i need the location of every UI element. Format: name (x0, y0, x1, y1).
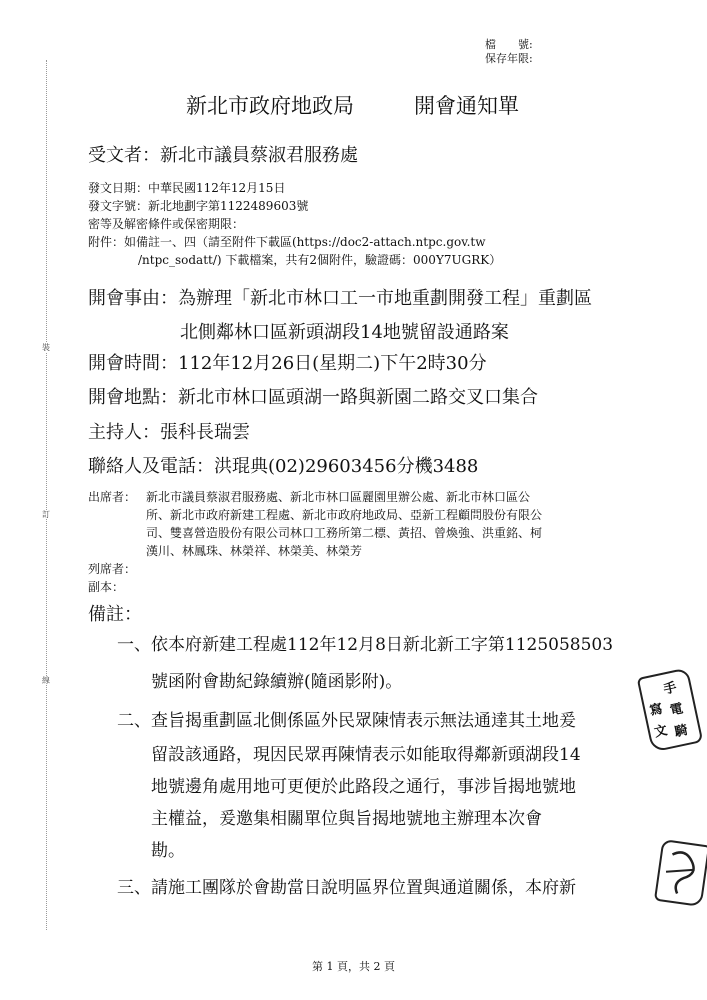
security-level: 密等及解密條件或保密期限： (88, 217, 245, 231)
note-item-2-line-4: 主權益，爰邀集相關單位與旨揭地號地主辦理本次會 (151, 809, 542, 829)
meeting-place: 開會地點：新北市林口區頭湖一路與新園二路交叉口集合 (88, 387, 538, 408)
binding-mark-ding: 訂 (42, 510, 50, 519)
seal-char: 寫 (648, 701, 665, 720)
note-item-2-line-3: 地號邊角處用地可更便於此路段之通行，事涉旨揭地號地 (151, 777, 576, 797)
observers-label: 列席者： (88, 562, 137, 576)
copies-label: 副本： (88, 580, 125, 594)
note-item-1-line-2: 號函附會勘紀錄續辦(隨函影附)。 (151, 672, 403, 692)
notes-heading: 備註： (88, 604, 142, 625)
note-item-2-line-5: 勘。 (151, 841, 185, 861)
binding-margin-line (46, 60, 47, 930)
seal-scribble-icon (656, 841, 707, 905)
seal-stamp-partial (654, 839, 707, 907)
attendees-line: 漢川、林鳳珠、林榮祥、林榮美、林榮芳 (146, 544, 363, 558)
meeting-subject-line-2: 北側鄰林口區新頭湖段14地號留設通路案 (180, 322, 509, 343)
binding-mark-xian: 線 (42, 676, 50, 685)
document-type-title: 開會通知單 (414, 94, 519, 118)
file-number-label: 檔 號: (485, 38, 533, 51)
seal-stamp (637, 667, 704, 752)
retention-period-label: 保存年限: (485, 52, 533, 65)
issue-number: 發文字號：新北地劃字第1122489603號 (88, 199, 309, 213)
seal-char: 騎 (673, 722, 690, 741)
attendees-line: 新北市議員蔡淑君服務處、新北市林口區麗園里辦公處、新北市林口區公 (146, 490, 531, 504)
binding-mark-zhuang: 裝 (42, 343, 50, 352)
attendees-line: 所、新北市政府新建工程處、新北市政府地政局、亞新工程顧問股份有限公 (146, 508, 543, 522)
attachment-line-2: /ntpc_sodatt/) 下載檔案，共有2個附件，驗證碼：000Y7UGRK） (138, 253, 502, 267)
page-footer: 第 1 頁，共 2 頁 (312, 960, 395, 973)
agency-title: 新北市政府地政局 (186, 94, 354, 118)
issue-date: 發文日期：中華民國112年12月15日 (88, 181, 286, 195)
meeting-time: 開會時間：112年12月26日(星期二)下午2時30分 (88, 353, 487, 374)
meeting-chair: 主持人：張科長瑞雲 (88, 422, 250, 443)
note-item-2-line-1: 二、查旨揭重劃區北側係區外民眾陳情表示無法通達其土地爰 (117, 711, 576, 731)
meeting-contact: 聯絡人及電話：洪琨典(02)29603456分機3488 (88, 456, 479, 477)
attendees-line: 司、雙喜營造股份有限公司林口工務所第二標、黃招、曾煥強、洪重銘、柯 (146, 526, 543, 540)
note-item-1-line-1: 一、依本府新建工程處112年12月8日新北新工字第1125058503 (117, 635, 614, 655)
attendees-label: 出席者： (88, 490, 137, 504)
attachment-line-1: 附件：如備註一、四（請至附件下載區(https://doc2-attach.ntpc.gov.tw (88, 235, 486, 249)
recipient: 受文者：新北市議員蔡淑君服務處 (88, 145, 358, 166)
note-item-2-line-2: 留設該通路，現因民眾再陳情表示如能取得鄰新頭湖段14 (151, 745, 581, 765)
seal-char: 手 (662, 680, 679, 698)
note-item-3-line-1: 三、請施工團隊於會勘當日說明區界位置與通道關係，本府新 (117, 878, 576, 898)
seal-char: 電 (668, 701, 685, 719)
seal-char: 文 (652, 723, 669, 741)
meeting-subject-line-1: 開會事由：為辦理「新北市林口工一市地重劃開發工程」重劃區 (88, 288, 592, 309)
attendees-list (146, 488, 542, 560)
